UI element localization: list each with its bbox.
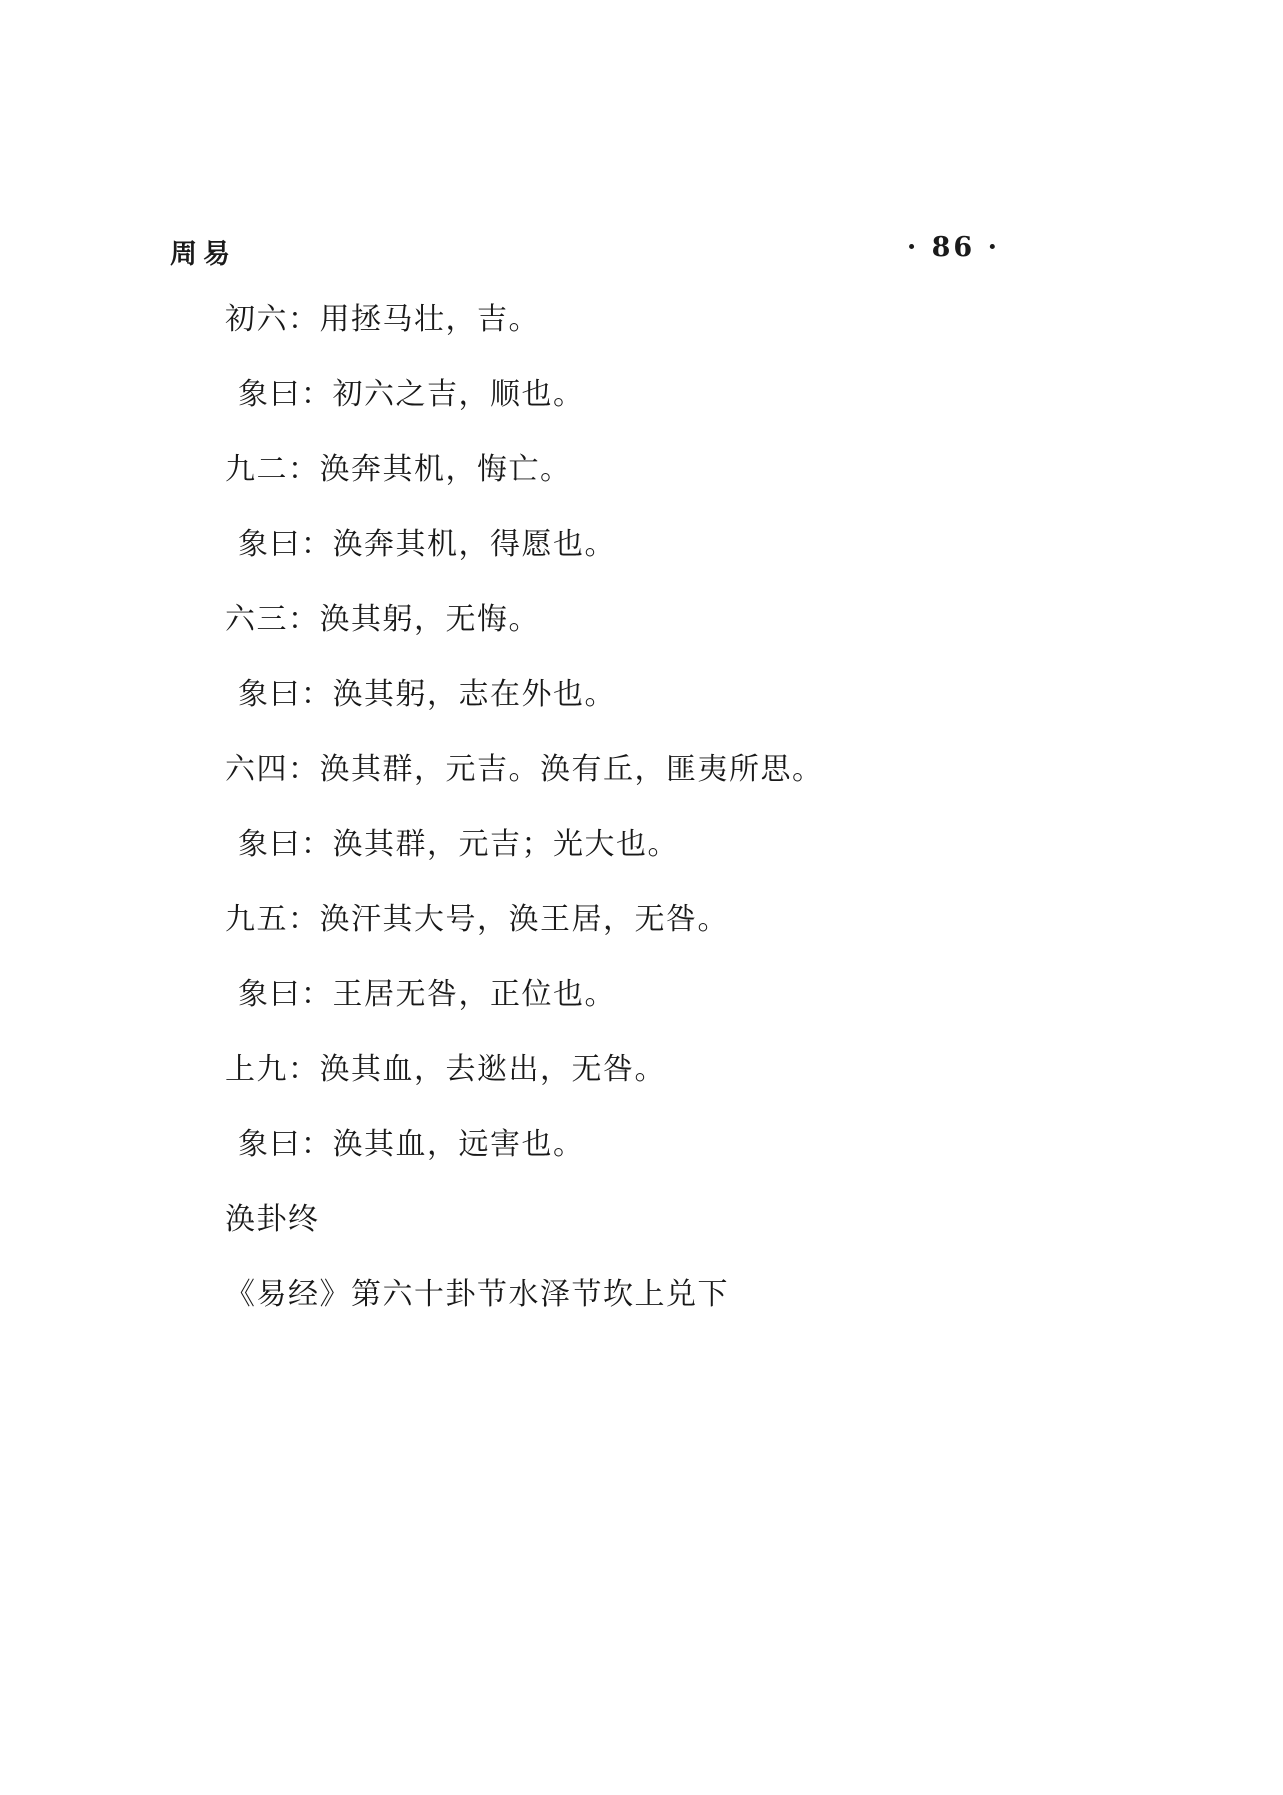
text-line: 象曰：涣奔其机，得愿也。 [238, 528, 616, 561]
text-line: 象曰：初六之吉，顺也。 [238, 378, 585, 411]
text-line: 初六：用拯马壮，吉。 [225, 303, 540, 336]
page-header [170, 232, 970, 271]
text-line: 六三：涣其躬，无悔。 [225, 603, 540, 636]
text-line: 象曰：王居无咎，正位也。 [238, 978, 616, 1011]
text-line: 象曰：涣其群，元吉；光大也。 [238, 828, 679, 861]
book-title: 周易 [170, 239, 236, 270]
body-text [225, 305, 1145, 1310]
next-section-title: 《易经》第六十卦节水泽节坎上兑下 [225, 1278, 729, 1311]
text-line: 上九：涣其血，去逖出，无咎。 [225, 1053, 666, 1086]
text-line: 象曰：涣其躬，志在外也。 [238, 678, 616, 711]
text-line: 九五：涣汗其大号，涣王居，无咎。 [225, 903, 729, 936]
section-end-label: 涣卦终 [225, 1203, 320, 1236]
text-line: 六四：涣其群，元吉。涣有丘，匪夷所思。 [225, 753, 824, 786]
page-number: · 86 · [906, 232, 1000, 263]
text-line: 九二：涣奔其机，悔亡。 [225, 453, 572, 486]
text-line: 象曰：涣其血，远害也。 [238, 1128, 585, 1161]
